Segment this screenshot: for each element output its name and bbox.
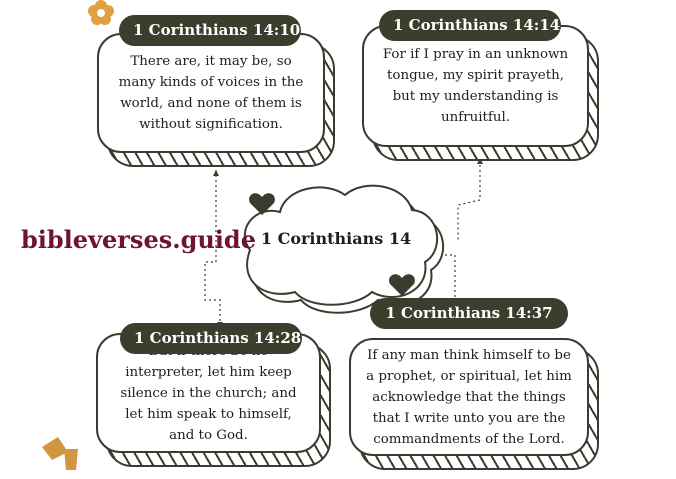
verse-ref-14-10: 1 Corinthians 14:10 [119,15,301,46]
verse-card-face [362,25,589,147]
verse-ref-14-14: 1 Corinthians 14:14 [379,10,561,41]
verse-card-14-37 [349,338,589,456]
verse-ref-14-28: 1 Corinthians 14:28 [120,323,302,354]
verse-card-14-14 [362,25,589,147]
cups-icon [42,437,78,470]
verse-text: There are, it may be, so many kinds of voices in the world, and none of them is without signification. [118,54,304,132]
verse-text: interpreter, let him keep silence in the church; and let him speak to himself, and to God. [120,364,297,443]
flower-icon [88,0,114,25]
verse-text: If any man think himself to be a prophet, or spiritual, let him acknowledge that the things that I write unto you are the commandments of the Lord. [366,347,572,447]
site-brand: bibleverses.guide [21,225,256,254]
verse-ref-14-37: 1 Corinthians 14:37 [370,298,568,329]
connector-14-14 [458,160,480,240]
center-title: 1 Corinthians 14 [260,229,412,248]
verse-card-14-10 [97,33,325,153]
verse-card-face [97,33,325,153]
verse-text: For if I pray in an unknown tongue, my spirit prayeth, but my understanding is unfruitful. [382,47,569,125]
verse-card-face [349,338,589,456]
